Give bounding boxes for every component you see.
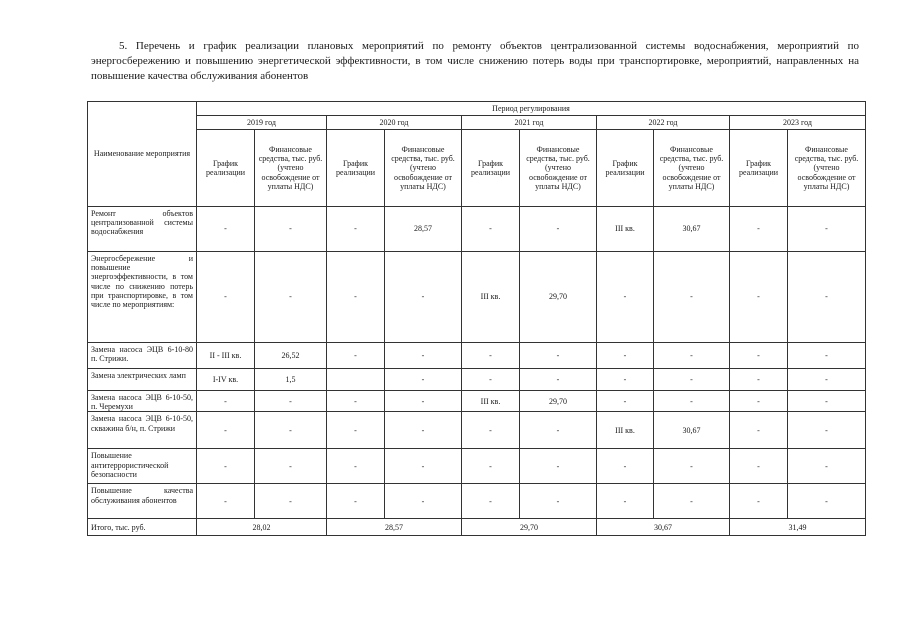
table-cell	[327, 369, 385, 391]
activity-name: Замена насоса ЭЦВ 6-10-80 п. Стрижи.	[88, 343, 197, 369]
table-cell: III кв.	[462, 391, 520, 412]
table-cell: -	[255, 412, 327, 449]
table-cell: -	[327, 391, 385, 412]
table-cell: -	[788, 391, 866, 412]
table-cell: -	[197, 391, 255, 412]
table-cell: -	[654, 369, 730, 391]
finance-header: Финансовые средства, тыс. руб. (учтено освобождение от уплаты НДС)	[520, 130, 597, 207]
schedule-header: График реализации	[327, 130, 385, 207]
table-cell: III кв.	[462, 252, 520, 343]
table-cell: -	[385, 391, 462, 412]
table-cell: -	[654, 391, 730, 412]
table-cell: -	[255, 391, 327, 412]
table-cell: -	[255, 449, 327, 484]
year-header: 2022 год	[597, 116, 730, 130]
table-row	[88, 484, 866, 519]
table-cell: -	[520, 412, 597, 449]
table-cell: -	[327, 252, 385, 343]
activity-name: Ремонт объектов централизованной системы водоснабжения	[88, 207, 197, 252]
activity-name: Повышение антитеррористической безопасности	[88, 449, 197, 484]
total-label: Итого, тыс. руб.	[88, 519, 197, 536]
table-cell: -	[385, 484, 462, 519]
table-cell: -	[730, 252, 788, 343]
table-cell: -	[597, 484, 654, 519]
table-cell: -	[197, 449, 255, 484]
table-cell: -	[327, 207, 385, 252]
table-cell: -	[385, 252, 462, 343]
finance-header: Финансовые средства, тыс. руб. (учтено освобождение от уплаты НДС)	[255, 130, 327, 207]
table-cell: 30,67	[654, 207, 730, 252]
table-cell: -	[462, 449, 520, 484]
table-cell: -	[197, 207, 255, 252]
table-cell: 1,5	[255, 369, 327, 391]
activity-name: Энергосбережение и повышение энергоэффективности, в том числе по снижению потерь при транспортировке, в том числе по мероприятиям:	[88, 252, 197, 343]
table-cell: -	[597, 369, 654, 391]
table-row	[88, 207, 866, 252]
table-cell: -	[255, 484, 327, 519]
table-cell: -	[327, 449, 385, 484]
table-cell: -	[654, 343, 730, 369]
finance-header: Финансовые средства, тыс. руб. (учтено освобождение от уплаты НДС)	[654, 130, 730, 207]
table-cell: -	[788, 449, 866, 484]
period-header: Период регулирования	[197, 102, 866, 116]
year-header: 2021 год	[462, 116, 597, 130]
schedule-header: График реализации	[462, 130, 520, 207]
table-cell: -	[327, 484, 385, 519]
table-cell: -	[730, 343, 788, 369]
table-cell: -	[730, 207, 788, 252]
activity-name-header: Наименование мероприятия	[88, 102, 197, 207]
table-cell: -	[654, 484, 730, 519]
activities-table	[87, 101, 866, 536]
activity-name: Замена насоса ЭЦВ 6-10-50, п. Черемухи	[88, 391, 197, 412]
table-cell: III кв.	[597, 412, 654, 449]
year-header: 2023 год	[730, 116, 866, 130]
table-cell: -	[597, 391, 654, 412]
table-cell: -	[462, 207, 520, 252]
table-cell: -	[730, 484, 788, 519]
table-cell: -	[520, 343, 597, 369]
year-total: 29,70	[462, 519, 597, 536]
table-cell: -	[520, 369, 597, 391]
table-cell: -	[597, 343, 654, 369]
year-total: 28,02	[197, 519, 327, 536]
total-row	[88, 519, 866, 536]
table-cell: 28,57	[385, 207, 462, 252]
table-cell: -	[788, 207, 866, 252]
table-cell: -	[462, 484, 520, 519]
schedule-header: График реализации	[597, 130, 654, 207]
table-cell: 29,70	[520, 252, 597, 343]
year-total: 30,67	[597, 519, 730, 536]
table-row	[88, 252, 866, 343]
table-cell: -	[197, 484, 255, 519]
table-cell: -	[788, 343, 866, 369]
activity-name: Замена электрических ламп	[88, 369, 197, 391]
finance-header: Финансовые средства, тыс. руб. (учтено освобождение от уплаты НДС)	[385, 130, 462, 207]
document-heading: 5. Перечень и график реализации плановых мероприятий по ремонту объектов централизованной системы водоснабжения, мероприятий по энергосбережению и повышению энергетической эффективности, в том числе снижению потерь воды при транспортировке, мероприятий, направленных на повышение качества обслуживания абонентов	[91, 40, 859, 82]
year-header: 2019 год	[197, 116, 327, 130]
table-cell: -	[597, 252, 654, 343]
table-cell: -	[520, 207, 597, 252]
table-cell: -	[385, 449, 462, 484]
table-cell: -	[197, 252, 255, 343]
table-cell: -	[788, 484, 866, 519]
table-cell: -	[788, 369, 866, 391]
table-cell: -	[520, 449, 597, 484]
year-total: 28,57	[327, 519, 462, 536]
activity-name: Повышение качества обслуживания абонентов	[88, 484, 197, 519]
table-cell: -	[385, 412, 462, 449]
table-cell: -	[730, 449, 788, 484]
finance-header: Финансовые средства, тыс. руб. (учтено освобождение от уплаты НДС)	[788, 130, 866, 207]
table-cell: -	[462, 412, 520, 449]
schedule-header: График реализации	[730, 130, 788, 207]
table-cell: -	[327, 412, 385, 449]
table-cell: 29,70	[520, 391, 597, 412]
table-cell: -	[197, 412, 255, 449]
table-cell: -	[462, 343, 520, 369]
table-row	[88, 449, 866, 484]
year-total: 31,49	[730, 519, 866, 536]
table-cell: -	[255, 252, 327, 343]
table-cell: -	[385, 343, 462, 369]
table-cell: -	[730, 391, 788, 412]
table-cell: -	[255, 207, 327, 252]
table-cell: -	[654, 449, 730, 484]
table-cell: III кв.	[597, 207, 654, 252]
table-cell: II - III кв.	[197, 343, 255, 369]
table-cell: I-IV кв.	[197, 369, 255, 391]
table-cell: -	[788, 252, 866, 343]
table-cell: 26,52	[255, 343, 327, 369]
table-row	[88, 343, 866, 369]
table-row	[88, 391, 866, 412]
table-cell: -	[462, 369, 520, 391]
year-header: 2020 год	[327, 116, 462, 130]
table-row	[88, 412, 866, 449]
table-cell: 30,67	[654, 412, 730, 449]
table-row	[88, 369, 866, 391]
table-cell: -	[788, 412, 866, 449]
table-cell: -	[730, 369, 788, 391]
table-cell: -	[597, 449, 654, 484]
table-cell: -	[327, 343, 385, 369]
table-cell: -	[654, 252, 730, 343]
schedule-header: График реализации	[197, 130, 255, 207]
table-cell: -	[520, 484, 597, 519]
table-cell: -	[730, 412, 788, 449]
activity-name: Замена насоса ЭЦВ 6-10-50, скважина б/н, п. Стрижи	[88, 412, 197, 449]
table-cell: -	[385, 369, 462, 391]
